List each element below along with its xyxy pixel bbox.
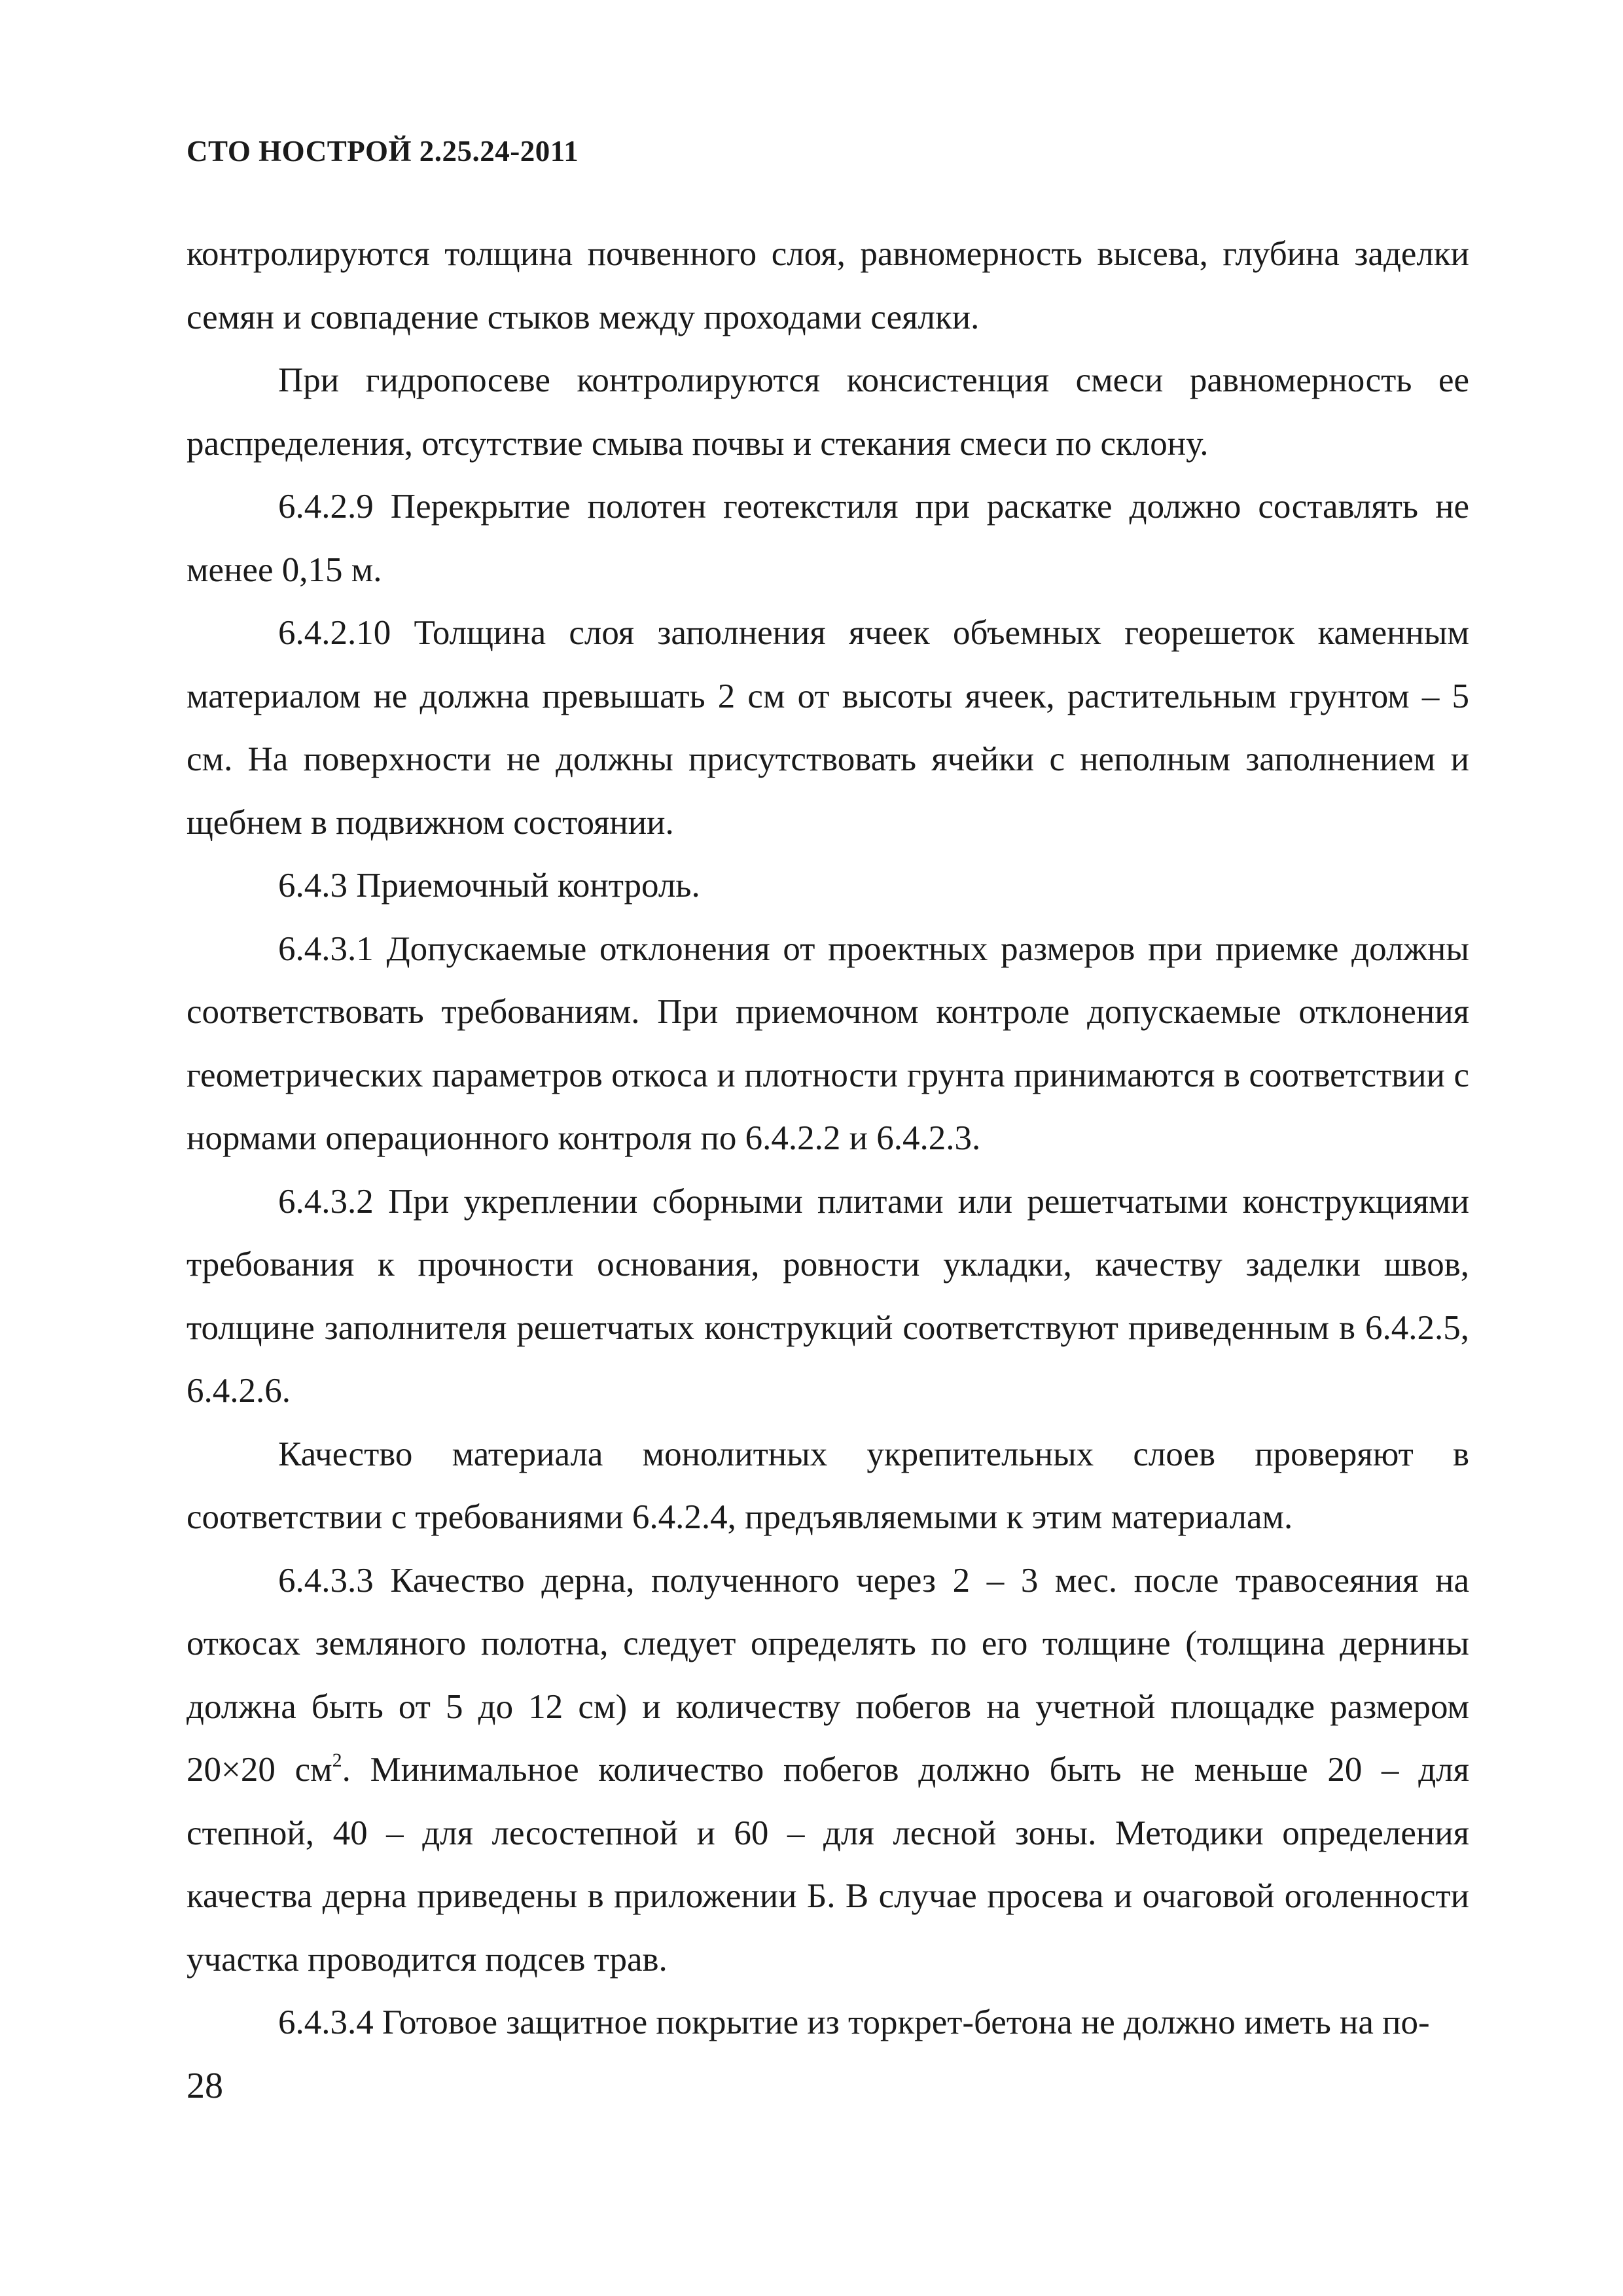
paragraph-6-4-3-4: 6.4.3.4 Готовое защитное покрытие из торкрет-бетона не должно иметь на по-	[278, 2003, 1430, 2041]
paragraph-6-4-2-9: 6.4.2.9 Перекрытие полотен геотекстиля при раскатке должно составлять не менее 0,15 м.	[187, 488, 1469, 589]
paragraph-continuation: контролируются толщина почвенного слоя, равномерность высева, глубина заделки семян и совпадение стыков между проходами сеялки.	[187, 235, 1469, 336]
paragraph-6-4-2-10: 6.4.2.10 Толщина слоя заполнения ячеек объемных георешеток каменным материалом не должна превышать 2 см от высоты ячеек, растительным грунтом – 5 см. На поверхности не должны присутствовать ячейки с неполным заполнением и щебнем в подвижном состоянии.	[187, 614, 1469, 842]
paragraph-6-4-3-3-part2: . Минимальное количество побегов должно быть не меньше 20 – для степной, 40 – для лесостепной и 60 – для лесной зоны. Методики определения качества дерна приведены в приложении Б. В случае просева и очаговой оголенности участка проводится подсев трав.	[187, 1751, 1470, 1979]
paragraph-hydroseeding: При гидропосеве контролируются консистенция смеси равномерность ее распределения, отсутствие смыва почвы и стекания смеси по склону.	[187, 361, 1469, 463]
paragraph-6-4-3-2: 6.4.3.2 При укреплении сборными плитами или решетчатыми конструкциями требования к прочности основания, ровности укладки, качеству заделки швов, толщине заполнителя решетчатых конструкций соответствуют приведенным в 6.4.2.5, 6.4.2.6.	[187, 1182, 1469, 1410]
superscript-square: 2	[332, 1749, 342, 1771]
page-number: 28	[187, 2066, 223, 2106]
document-header-code: СТО НОСТРОЙ 2.25.24-2011	[187, 135, 579, 168]
paragraph-6-4-3-1: 6.4.3.1 Допускаемые отклонения от проектных размеров при приемке должны соответствовать требованиям. При приемочном контроле допускаемые отклонения геометрических параметров откоса и плотности грунта принимаются в соответствии с нормами операционного контроля по 6.4.2.2 и 6.4.2.3.	[187, 929, 1469, 1157]
paragraph-material-quality: Качество материала монолитных укрепительных слоев проверяют в соответствии с требованиями 6.4.2.4, предъявляемыми к этим материалам.	[187, 1435, 1469, 1536]
body-text	[187, 223, 1469, 2054]
paragraph-6-4-3-3-part1: 6.4.3.3 Качество дерна, полученного через 2 – 3 мес. после травосеяния на откосах земляного полотна, следует определять по его толщине (толщина дернины должна быть от 5 до 12 см) и количеству побегов на учетной площадке размером 20×20 см	[187, 1561, 1469, 1789]
paragraph-6-4-3: 6.4.3 Приемочный контроль.	[278, 867, 700, 905]
paragraph-6-4-3-3	[187, 1549, 1469, 1992]
